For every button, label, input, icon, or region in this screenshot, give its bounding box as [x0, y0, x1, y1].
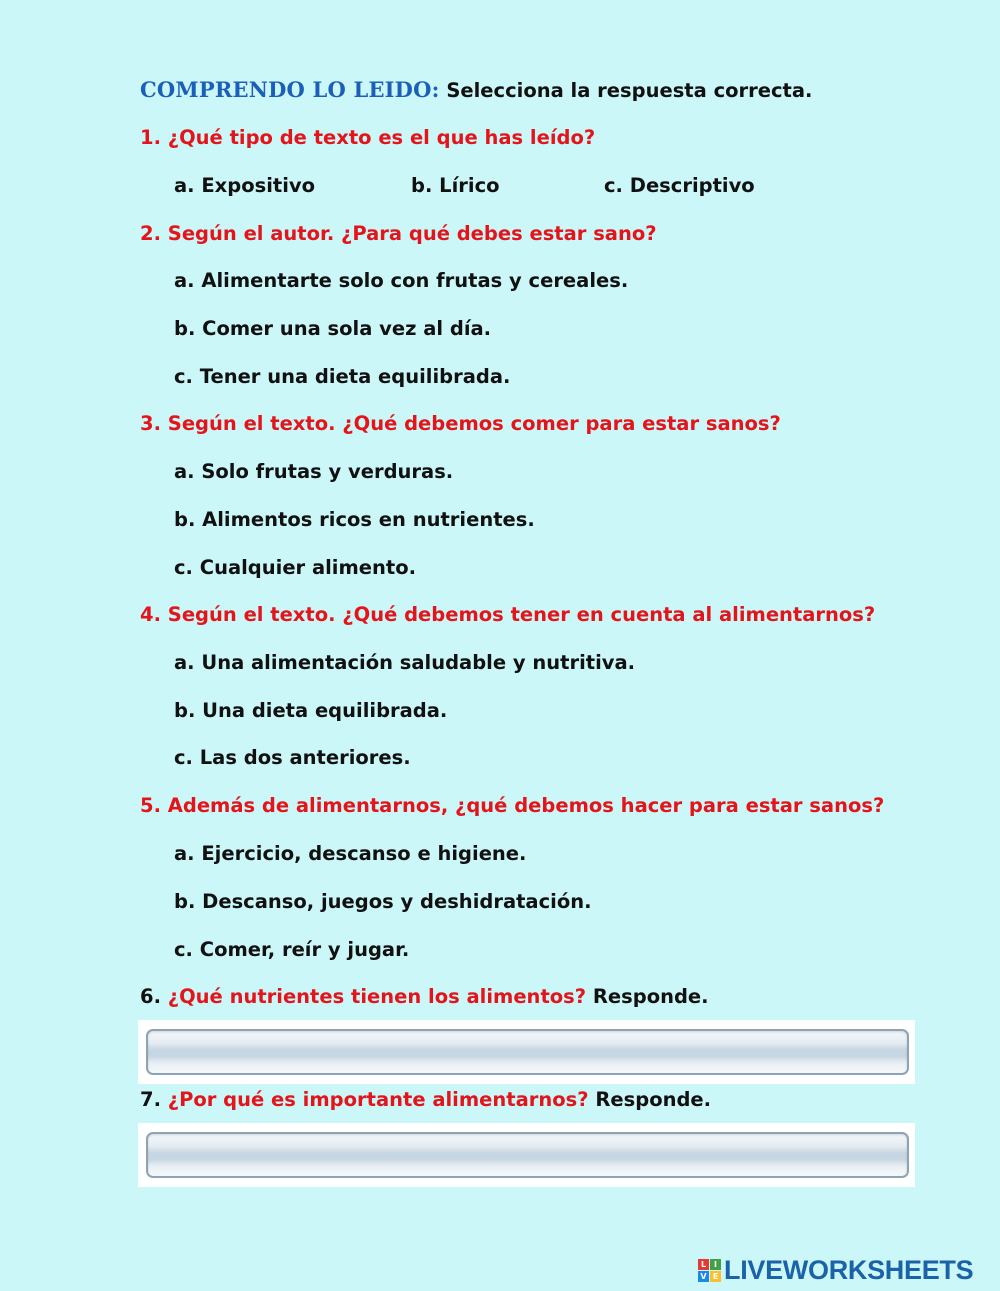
option-b[interactable]: b. Descanso, juegos y deshidratación. [174, 890, 592, 913]
logo-text: LIVEWORKSHEETS [724, 1255, 974, 1285]
option-b[interactable]: b. Lírico [411, 174, 500, 197]
question-number: 4. [140, 603, 161, 626]
option-a[interactable]: a. Expositivo [174, 174, 316, 197]
answer-box-7 [138, 1123, 915, 1187]
liveworksheets-logo [698, 1256, 973, 1284]
option-a[interactable]: a. Solo frutas y verduras. [174, 460, 454, 483]
option-a[interactable]: a. Ejercicio, descanso e higiene. [174, 842, 527, 865]
question-text: ¿Qué tipo de texto es el que has leído? [167, 126, 596, 149]
option-c[interactable]: c. Comer, reír y jugar. [174, 938, 410, 961]
instruction-text: Selecciona la respuesta correcta. [446, 79, 813, 102]
question-text: ¿Qué nutrientes tienen los alimentos? [167, 985, 587, 1008]
question-2 [140, 220, 657, 248]
logo-mark-letter: L [698, 1259, 709, 1270]
question-text: ¿Por qué es importante alimentarnos? [167, 1088, 589, 1111]
question-text: Según el autor. ¿Para qué debes estar sano? [167, 222, 657, 245]
question-4 [140, 601, 875, 629]
question-text: Según el texto. ¿Qué debemos comer para estar sanos? [167, 412, 781, 435]
question-7 [140, 1086, 711, 1114]
answer-input[interactable] [146, 1132, 909, 1178]
question-text: Además de alimentarnos, ¿qué debemos hacer para estar sanos? [167, 794, 885, 817]
question-number: 3. [140, 412, 161, 435]
respond-label: Responde. [595, 1088, 712, 1111]
option-a[interactable]: a. Una alimentación saludable y nutritiva. [174, 651, 636, 674]
question-1-options [174, 172, 755, 200]
question-6 [140, 983, 709, 1011]
worksheet-header [140, 76, 812, 105]
question-number: 6. [140, 985, 161, 1008]
question-1 [140, 124, 595, 152]
option-c[interactable]: c. Las dos anteriores. [174, 746, 411, 769]
option-b[interactable]: b. Alimentos ricos en nutrientes. [174, 508, 535, 531]
option-a[interactable]: a. Alimentarte solo con frutas y cereales. [174, 269, 629, 292]
question-number: 5. [140, 794, 161, 817]
question-text: Según el texto. ¿Qué debemos tener en cuenta al alimentarnos? [167, 603, 876, 626]
option-b[interactable]: b. Una dieta equilibrada. [174, 699, 448, 722]
logo-mark-letter: I [710, 1259, 721, 1270]
question-5 [140, 792, 884, 820]
question-number: 1. [140, 126, 161, 149]
logo-mark-letter: E [710, 1271, 721, 1282]
answer-input[interactable] [146, 1029, 909, 1075]
option-c[interactable]: c. Tener una dieta equilibrada. [174, 365, 511, 388]
question-number: 7. [140, 1088, 161, 1111]
option-c[interactable]: c. Cualquier alimento. [174, 556, 417, 579]
question-number: 2. [140, 222, 161, 245]
question-3 [140, 410, 781, 438]
logo-mark-icon [698, 1259, 721, 1282]
respond-label: Responde. [592, 985, 709, 1008]
logo-mark-letter: V [698, 1271, 709, 1282]
option-b[interactable]: b. Comer una sola vez al día. [174, 317, 492, 340]
answer-box-6 [138, 1020, 915, 1084]
option-c[interactable]: c. Descriptivo [604, 174, 755, 197]
section-title: COMPRENDO LO LEIDO: [140, 77, 440, 102]
